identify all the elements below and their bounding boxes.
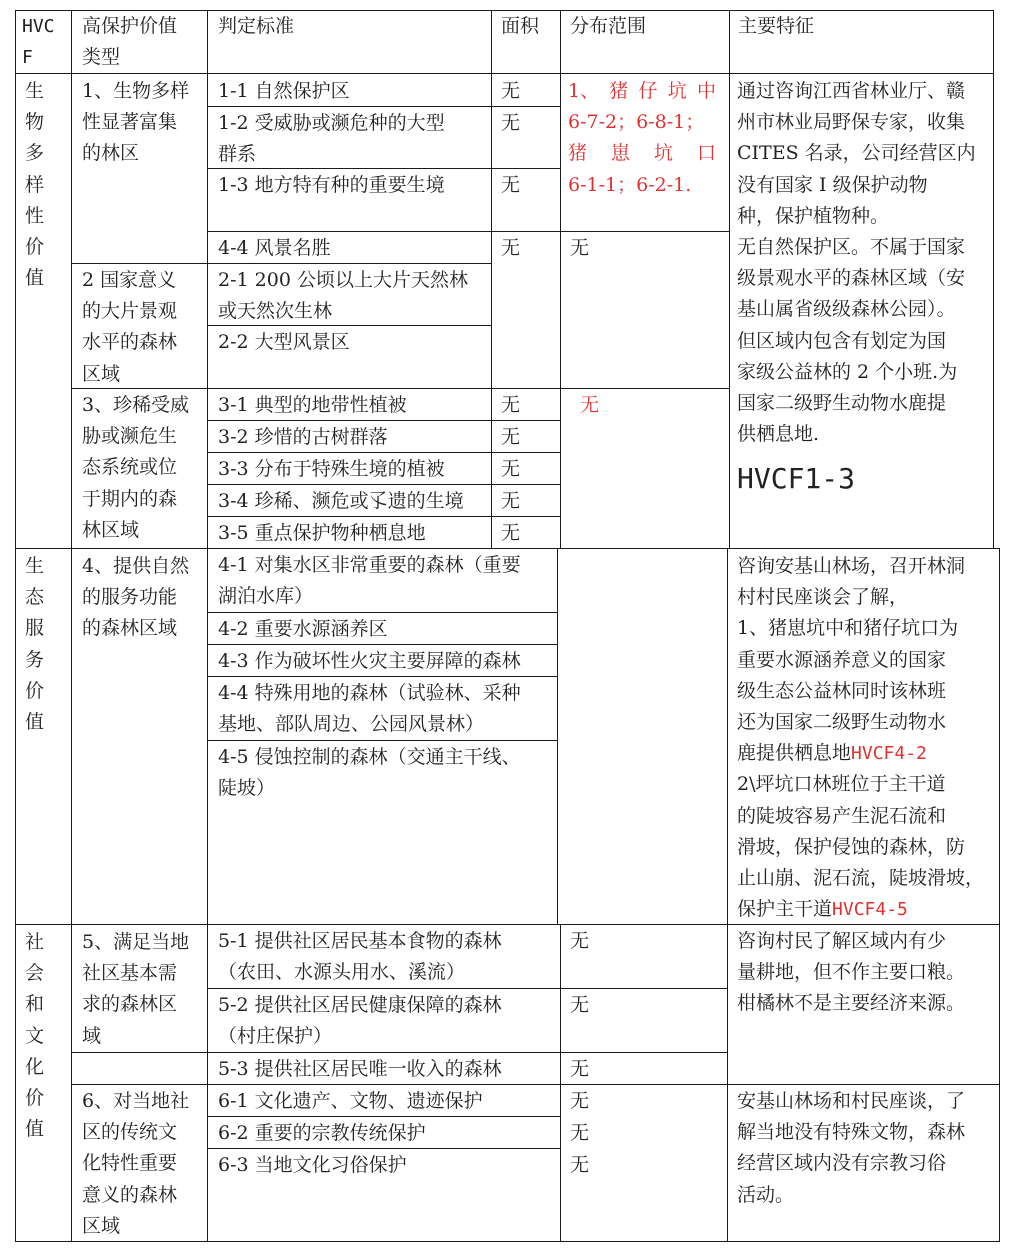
criterion-3-1: 3-1 典型的地带性植被 (218, 394, 407, 416)
criterion-4-3: 4-3 作为破坏性火灾主要屏障的森林 (218, 650, 521, 672)
distribution-5-2: 无 (570, 994, 590, 1016)
rule-col4b (557, 548, 558, 924)
area-3-5: 无 (501, 522, 521, 544)
features-1-code: HVCF1-3 (737, 462, 856, 496)
rule-right (993, 10, 994, 548)
rule-col4 (560, 10, 561, 548)
area-3-1: 无 (501, 394, 521, 416)
distribution-5-3: 无 (570, 1058, 590, 1080)
criterion-5-1: 5-1 提供社区居民基本食物的森林 （农田、水源头用水、溪流） (218, 930, 502, 984)
criterion-3-3: 3-3 分布于特殊生境的植被 (218, 458, 445, 480)
distribution-6-1: 无 (570, 1090, 590, 1112)
criterion-6-3: 6-3 当地文化习俗保护 (218, 1154, 407, 1176)
rule-right-b (999, 548, 1000, 1242)
area-3-2: 无 (501, 426, 521, 448)
features-4-code-2: HVCF4-5 (832, 899, 908, 921)
criterion-4-4-scenic: 4-4 风景名胜 (218, 237, 331, 259)
type-3: 3、珍稀受威 胁或濒危生 态系统或位 于期内的森 林区域 (82, 394, 190, 541)
distribution-6-3: 无 (570, 1154, 590, 1176)
features-4: 咨询安基山林场，召开林洞 村村民座谈会了解， 1、猪崽坑中和猪仔坑口为 重要水源涵养意义的国家 级生态公益林同时该林班 还为国家二级野生动物水 鹿提供栖息地HVCF4-2 2\坪坑口林班位于主干道 的陡坡容易产生泥石流和 滑坡，保护侵蚀的森林，防 止山崩、泥石流，陡坡滑坡， 保护主干道HVCF4-5 (737, 555, 985, 921)
area-1-1: 无 (501, 80, 521, 102)
criterion-6-1: 6-1 文化遗产、文物、遗迹保护 (218, 1090, 483, 1112)
criterion-2-2: 2-2 大型风景区 (218, 331, 350, 353)
criterion-4-5: 4-5 侵蚀控制的森林（交通主干线、 陡坡） (218, 746, 521, 800)
area-1-3: 无 (501, 174, 521, 196)
rule-col4c (560, 924, 561, 1242)
group-social-culture: 社 会 和 文 化 价 值 (25, 931, 45, 1141)
criterion-4-2: 4-2 重要水源涵养区 (218, 618, 388, 640)
rule-col1 (71, 10, 72, 1242)
rule-col5 (729, 10, 730, 548)
area-3-3: 无 (501, 458, 521, 480)
header-hvcf-line1: HVC (22, 16, 55, 37)
criterion-5-3: 5-3 提供社区居民唯一收入的森林 (218, 1058, 502, 1080)
area-3-4: 无 (501, 490, 521, 512)
header-type-line1: 高保护价值 (82, 15, 178, 37)
header-hvcf (22, 11, 55, 73)
type-4: 4、提供自然 的服务功能 的森林区域 (82, 555, 190, 640)
type-2: 2 国家意义 的大片景观 水平的森林 区域 (82, 269, 178, 385)
criterion-2-1: 2-1 200 公顷以上大片天然林 或天然次生林 (218, 269, 468, 323)
type-6: 6、对当地社 区的传统文 化特性重要 意义的森林 区域 (82, 1090, 190, 1237)
group-biodiversity: 生 物 多 样 性 价 值 (25, 80, 45, 290)
criterion-1-3: 1-3 地方特有种的重要生境 (218, 174, 445, 196)
features-6: 安基山林场和村民座谈，了 解当地没有特殊文物，森林 经营区域内没有宗教习俗 活动。 (737, 1090, 966, 1206)
area-1-2: 无 (501, 112, 521, 134)
rule (71, 1084, 1000, 1085)
criterion-1-2: 1-2 受威胁或濒危种的大型 群系 (218, 112, 445, 166)
criterion-5-2: 5-2 提供社区居民健康保障的森林 （村庄保护） (218, 994, 502, 1048)
rule (207, 231, 729, 232)
header-criteria: 判定标准 (218, 15, 295, 37)
distribution-5-1: 无 (570, 930, 590, 952)
criterion-4-1: 4-1 对集水区非常重要的森林（重要 湖泊水库） (218, 554, 521, 608)
criterion-3-5: 3-5 重点保护物种栖息地 (218, 522, 426, 544)
criterion-6-2: 6-2 重要的宗教传统保护 (218, 1122, 426, 1144)
area-4-4: 无 (501, 237, 521, 259)
header-type-line2: 类型 (82, 46, 121, 69)
rule-left (15, 10, 16, 1242)
criterion-3-4: 3-4 珍稀、濒危或孓遗的生境 (218, 490, 464, 512)
type-5: 5、满足当地 社区基本需 求的森林区 域 (82, 931, 190, 1047)
criterion-3-2: 3-2 珍惜的古树群落 (218, 426, 388, 448)
header-features: 主要特征 (738, 15, 815, 37)
rule-col5b (727, 548, 728, 1242)
header-distribution: 分布范围 (570, 15, 647, 37)
type-1: 1、生物多样 性显著富集 的林区 (82, 80, 190, 165)
distribution-3: 无 (580, 394, 600, 416)
distribution-6-2: 无 (570, 1122, 590, 1144)
criterion-4-4: 4-4 特殊用地的森林（试验林、采种 基地、部队周边、公园风景林） (218, 682, 521, 736)
header-area: 面积 (501, 15, 540, 37)
rule-col2 (207, 10, 208, 1242)
group-ecosystem-service: 生 态 服 务 价 值 (25, 555, 45, 734)
features-5: 咨询村民了解区域内有少 量耕地，但不作主要口粮。 柑橘林不是主要经济来源。 (737, 930, 966, 1015)
header-type (82, 11, 177, 73)
distribution-1: 1、 猪 仔 坑 中 6-7-2；6-8-1； 猪 崽 坑 口 6-1-1；6-2-1. (568, 80, 716, 196)
distribution-4-4: 无 (570, 237, 590, 259)
features-1: 通过咨询江西省林业厅、赣 州市林业局野保专家，收集 CITES 名录，公司经营区内 没有国家 I 级保护动物 种，保护植物种。 无自然保护区。不属于国家 级景观水平的森林区域（安 基山属省级级森林公园）。 但区域内包含有划定为国 家级公益林的 2 个小班.为 国家二级野生动物水鹿提 供栖息地. HVCF1-3 (737, 76, 987, 496)
rule-col3 (491, 10, 492, 548)
features-4-code-1: HVCF4-2 (851, 743, 927, 765)
header-hvcf-line2: F (22, 47, 33, 69)
criterion-1-1: 1-1 自然保护区 (218, 80, 350, 102)
